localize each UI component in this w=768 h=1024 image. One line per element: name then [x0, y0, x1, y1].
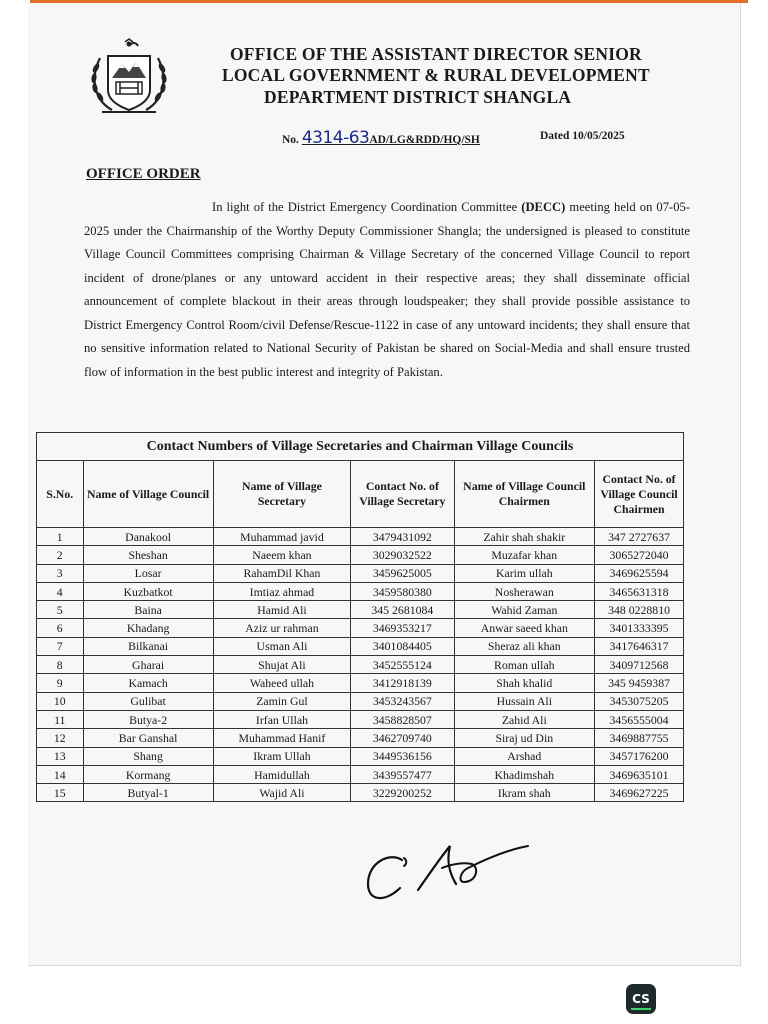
- order-text-bold: (DECC): [521, 200, 566, 214]
- cell-sno: 1: [37, 528, 84, 546]
- cell-secretary-contact: 3479431092: [351, 528, 454, 546]
- cell-chairman-contact: 347 2727637: [595, 528, 684, 546]
- contacts-table: [36, 432, 684, 802]
- header-chairman-contact: Contact No. of Village Council Chairmen: [595, 461, 684, 528]
- cell-sno: 2: [37, 546, 84, 564]
- cell-chairman-contact: 3453075205: [595, 692, 684, 710]
- table-caption: Contact Numbers of Village Secretaries and Chairman Village Councils: [37, 433, 684, 461]
- cell-chairman: Nosherawan: [454, 582, 595, 600]
- cell-secretary: Shujat Ali: [213, 656, 350, 674]
- table-row: [37, 656, 684, 674]
- cell-chairman: Roman ullah: [454, 656, 595, 674]
- cell-secretary-contact: 3452555124: [351, 656, 454, 674]
- cell-sno: 9: [37, 674, 84, 692]
- cell-village-council: Butya-2: [83, 710, 213, 728]
- cell-secretary-contact: 3029032522: [351, 546, 454, 564]
- cell-sno: 4: [37, 582, 84, 600]
- cell-secretary-contact: 3439557477: [351, 765, 454, 783]
- cell-village-council: Kuzbatkot: [83, 582, 213, 600]
- cell-chairman-contact: 3065272040: [595, 546, 684, 564]
- table-row: [37, 601, 684, 619]
- table-row: [37, 765, 684, 783]
- cell-chairman-contact: 3409712568: [595, 656, 684, 674]
- cell-chairman: Hussain Ali: [454, 692, 595, 710]
- cell-secretary-contact: 3462709740: [351, 729, 454, 747]
- government-emblem-icon: [82, 38, 176, 120]
- cell-chairman-contact: 3469887755: [595, 729, 684, 747]
- cell-village-council: Gulibat: [83, 692, 213, 710]
- cell-secretary: RahamDil Khan: [213, 564, 350, 582]
- cell-chairman: Wahid Zaman: [454, 601, 595, 619]
- cell-secretary: Muhammad Hanif: [213, 729, 350, 747]
- cell-secretary-contact: 3459580380: [351, 582, 454, 600]
- cell-secretary-contact: 3401084405: [351, 637, 454, 655]
- header-chairman: Name of Village Council Chairmen: [454, 461, 595, 528]
- cell-village-council: Sheshan: [83, 546, 213, 564]
- cell-secretary-contact: 3469353217: [351, 619, 454, 637]
- cell-chairman: Sheraz ali khan: [454, 637, 595, 655]
- cell-chairman: Zahid Ali: [454, 710, 595, 728]
- cell-chairman-contact: 3465631318: [595, 582, 684, 600]
- cell-chairman-contact: 3469627225: [595, 784, 684, 802]
- cell-chairman-contact: 3401333395: [595, 619, 684, 637]
- cell-secretary-contact: 3449536156: [351, 747, 454, 765]
- cell-village-council: Gharai: [83, 656, 213, 674]
- cell-secretary: Usman Ali: [213, 637, 350, 655]
- cell-village-council: Butyal-1: [83, 784, 213, 802]
- cell-sno: 5: [37, 601, 84, 619]
- cell-secretary-contact: 3229200252: [351, 784, 454, 802]
- cell-chairman: Arshad: [454, 747, 595, 765]
- cell-chairman-contact: 3469635101: [595, 765, 684, 783]
- table-row: [37, 729, 684, 747]
- table-header-row: [37, 461, 684, 528]
- table-body: [37, 528, 684, 802]
- cell-secretary: Waheed ullah: [213, 674, 350, 692]
- camscanner-icon: CS: [626, 984, 656, 1014]
- cell-secretary-contact: 3453243567: [351, 692, 454, 710]
- office-order-title: OFFICE ORDER: [86, 166, 201, 182]
- cell-sno: 3: [37, 564, 84, 582]
- signature-icon: [360, 828, 540, 908]
- cell-secretary-contact: 3458828507: [351, 710, 454, 728]
- cell-sno: 6: [37, 619, 84, 637]
- cell-village-council: Bar Ganshal: [83, 729, 213, 747]
- cell-sno: 13: [37, 747, 84, 765]
- cell-chairman: Karim ullah: [454, 564, 595, 582]
- office-title-line-3: DEPARTMENT DISTRICT SHANGLA: [264, 87, 572, 107]
- table-row: [37, 637, 684, 655]
- cell-chairman: Khadimshah: [454, 765, 595, 783]
- office-title-line-2: LOCAL GOVERNMENT & RURAL DEVELOPMENT: [222, 65, 650, 85]
- document-date: Dated 10/05/2025: [540, 130, 625, 142]
- cell-chairman: Siraj ud Din: [454, 729, 595, 747]
- table-row: [37, 674, 684, 692]
- cell-sno: 11: [37, 710, 84, 728]
- cell-village-council: Kamach: [83, 674, 213, 692]
- cell-secretary-contact: 3459625005: [351, 564, 454, 582]
- order-text-part-2: meeting held on 07-05-2025 under the Chairmanship of the Worthy Deputy Commissioner Shangla; the undersigned is pleased to constitute Village Council Committees comprising Chairman & Village Secretary of the concerned Village Council to report incident of drone/planes or any untoward accident in their respective areas; they shall disseminate official announcement of complete blackout in their areas through loudspeaker; they shall provide possible assistance to District Emergency Control Room/civil Defense/Rescue-1122 in case of any untoward incidents; they shall ensure that no sensitive information related to National Security of Pakistan be shared on Social-Media and shall ensure trusted flow of information in the best public interest and integrity of Pakistan.: [84, 200, 691, 379]
- cell-secretary: Hamidullah: [213, 765, 350, 783]
- header-village-secretary: Name of Village Secretary: [213, 461, 350, 528]
- cell-chairman: Shah khalid: [454, 674, 595, 692]
- cell-chairman-contact: 3456555004: [595, 710, 684, 728]
- table-row: [37, 546, 684, 564]
- cell-secretary: Irfan Ullah: [213, 710, 350, 728]
- cell-secretary: Imtiaz ahmad: [213, 582, 350, 600]
- cell-secretary-contact: 345 2681084: [351, 601, 454, 619]
- cell-village-council: Kormang: [83, 765, 213, 783]
- reference-prefix: No.: [282, 134, 299, 146]
- reference-number-value: [301, 128, 480, 148]
- cell-chairman-contact: 3457176200: [595, 747, 684, 765]
- cell-chairman: Zahir shah shakir: [454, 528, 595, 546]
- cell-sno: 10: [37, 692, 84, 710]
- office-title-line-1: OFFICE OF THE ASSISTANT DIRECTOR SENIOR: [230, 44, 642, 64]
- header-secretary-contact: Contact No. of Village Secretary: [351, 461, 454, 528]
- cell-sno: 12: [37, 729, 84, 747]
- table-row: [37, 692, 684, 710]
- cell-secretary: Muhammad javid: [213, 528, 350, 546]
- reference-number: [282, 128, 480, 148]
- cell-secretary: Naeem khan: [213, 546, 350, 564]
- cell-chairman: Muzafar khan: [454, 546, 595, 564]
- cell-chairman-contact: 345 9459387: [595, 674, 684, 692]
- table-row: [37, 619, 684, 637]
- cell-secretary: Wajid Ali: [213, 784, 350, 802]
- cell-village-council: Losar: [83, 564, 213, 582]
- header-sno: S.No.: [37, 461, 84, 528]
- cell-secretary: Zamin Gul: [213, 692, 350, 710]
- cell-village-council: Danakool: [83, 528, 213, 546]
- table-row: [37, 784, 684, 802]
- office-order-body: [84, 196, 690, 384]
- cell-chairman-contact: 348 0228810: [595, 601, 684, 619]
- cell-village-council: Bilkanai: [83, 637, 213, 655]
- table-row: [37, 710, 684, 728]
- reference-handwritten: 4314-63: [301, 128, 370, 148]
- cell-secretary: Aziz ur rahman: [213, 619, 350, 637]
- table-row: [37, 564, 684, 582]
- cell-sno: 15: [37, 784, 84, 802]
- cell-secretary: Ikram Ullah: [213, 747, 350, 765]
- cell-sno: 8: [37, 656, 84, 674]
- cell-secretary-contact: 3412918139: [351, 674, 454, 692]
- cell-village-council: Shang: [83, 747, 213, 765]
- cell-chairman-contact: 3417646317: [595, 637, 684, 655]
- cell-village-council: Khadang: [83, 619, 213, 637]
- cell-chairman: Anwar saeed khan: [454, 619, 595, 637]
- cell-chairman: Ikram shah: [454, 784, 595, 802]
- order-text-part-1: In light of the District Emergency Coordination Committee: [212, 200, 522, 214]
- cell-sno: 7: [37, 637, 84, 655]
- reference-suffix: AD/LG&RDD/HQ/SH: [369, 134, 480, 146]
- cell-chairman-contact: 3469625594: [595, 564, 684, 582]
- cell-secretary: Hamid Ali: [213, 601, 350, 619]
- cell-sno: 14: [37, 765, 84, 783]
- header-village-council: Name of Village Council: [83, 461, 213, 528]
- table-row: [37, 747, 684, 765]
- cell-village-council: Baina: [83, 601, 213, 619]
- table-row: [37, 528, 684, 546]
- table-row: [37, 582, 684, 600]
